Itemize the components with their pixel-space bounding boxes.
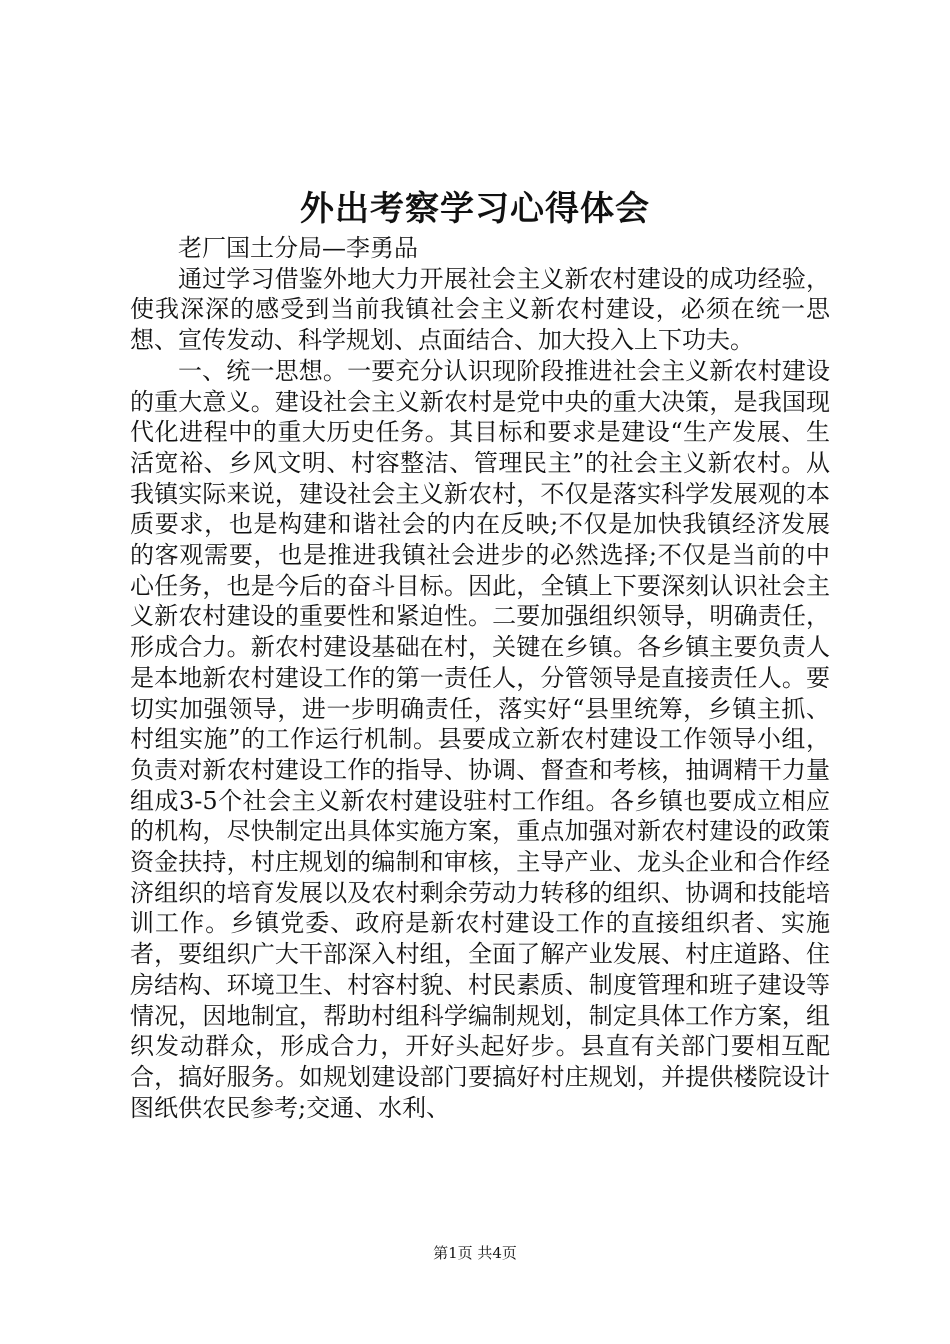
author-line: 老厂国土分局—李勇品: [178, 234, 418, 262]
paragraph-section-1: 一、统一思想。一要充分认识现阶段推进社会主义新农村建设的重大意义。建设社会主义新农村是党中央的重大决策，是我国现代化进程中的重大历史任务。其目标和要求是建设“生产发展、生活宽裕、乡风文明、村容整洁、管理民主”的社会主义新农村。从我镇实际来说，建设社会主义新农村，不仅是落实科学发展观的本质要求，也是构建和谐社会的内在反映;不仅是加快我镇经济发展的客观需要，也是推进我镇社会进步的必然选择;不仅是当前的中心任务，也是今后的奋斗目标。因此，全镇上下要深刻认识社会主义新农村建设的重要性和紧迫性。二要加强组织领导，明确责任，形成合力。新农村建设基础在村，关键在乡镇。各乡镇主要负责人是本地新农村建设工作的第一责任人，分管领导是直接责任人。要切实加强领导，进一步明确责任，落实好“县里统筹，乡镇主抓、村组实施”的工作运行机制。县要成立新农村建设工作领导小组，负责对新农村建设工作的指导、协调、督查和考核，抽调精干力量组成3-5个社会主义新农村建设驻村工作组。各乡镇也要成立相应的机构，尽快制定出具体实施方案，重点加强对新农村建设的政策资金扶持，村庄规划的编制和审核，主导产业、龙头企业和合作经济组织的培育发展以及农村剩余劳动力转移的组织、协调和技能培训工作。乡镇党委、政府是新农村建设工作的直接组织者、实施者，要组织广大干部深入村组，全面了解产业发展、村庄道路、住房结构、环境卫生、村容村貌、村民素质、制度管理和班子建设等情况，因地制宜，帮助村组科学编制规划，制定具体工作方案，组织发动群众，形成合力，开好头起好步。县直有关部门要相互配合，搞好服务。如规划建设部门要搞好村庄规划，并提供楼院设计图纸供农民参考;交通、水利、: [130, 356, 830, 1122]
paragraph-intro: 通过学习借鉴外地大力开展社会主义新农村建设的成功经验，使我深深的感受到当前我镇社会主义新农村建设，必须在统一思想、宣传发动、科学规划、点面结合、加大投入上下功夫。: [130, 264, 830, 355]
page-footer: [0, 1243, 950, 1263]
document-body: [130, 233, 830, 1123]
document-title: 外出考察学习心得体会: [300, 189, 650, 229]
page-number-label: 第1页 共4页: [433, 1244, 517, 1262]
